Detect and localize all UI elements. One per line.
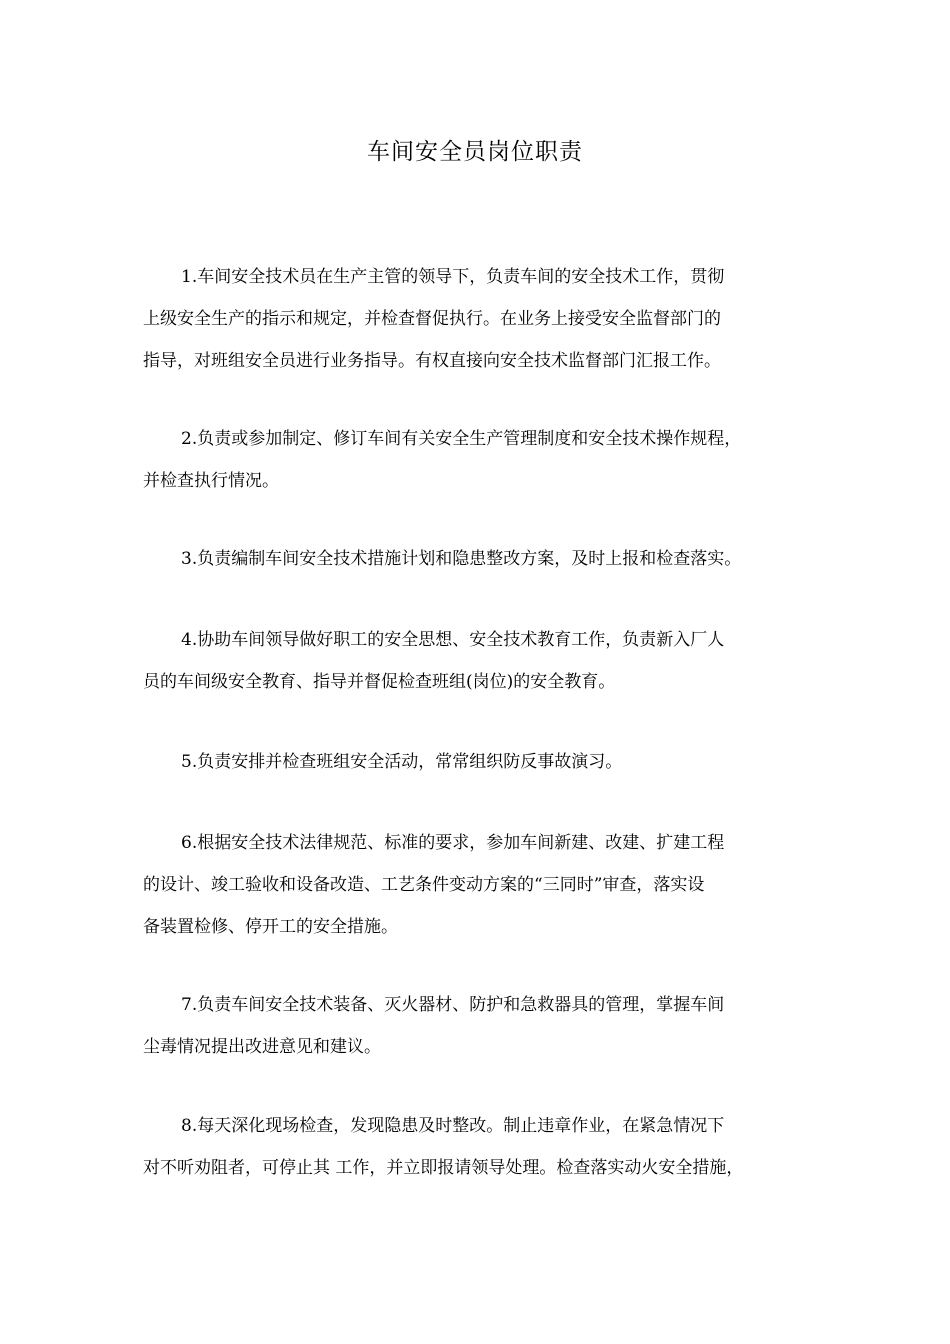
paragraph-6 [143,822,823,948]
paragraph-line: 对不听劝阻者，可停止其 工作，并立即报请领导处理。检查落实动火安全措施， [143,1158,744,1178]
paragraph-2 [143,418,823,502]
paragraph-7 [143,984,823,1068]
paragraph-line: 指导，对班组安全员进行业务指导。有权直接向安全技术监督部门汇报工作。 [143,351,721,371]
paragraph-line: 员的车间级安全教育、指导并督促检查班组(岗位)的安全教育。 [143,672,616,692]
paragraph-line: 备装置检修、停开工的安全措施。 [143,917,398,937]
paragraph-4 [143,619,823,703]
document-title: 车间安全员岗位职责 [367,139,583,165]
paragraph-line: 3.负责编制车间安全技术措施计划和隐患整改方案，及时上报和检查落实。 [181,549,742,569]
paragraph-line: 7.负责车间安全技术装备、灭火器材、防护和急救器具的管理，掌握车间 [181,995,725,1015]
paragraph-line: 6.根据安全技术法律规范、标准的要求，参加车间新建、改建、扩建工程 [181,833,725,853]
paragraph-line: 4.协助车间领导做好职工的安全思想、安全技术教育工作，负责新入厂人 [181,630,725,650]
paragraph-1 [143,256,823,382]
paragraph-line: 的设计、竣工验收和设备改造、工艺条件变动方案的“三同时”审查，落实设 [143,875,705,895]
paragraph-line: 并检查执行情况。 [143,471,279,491]
paragraph-line: 上级安全生产的指示和规定，并检查督促执行。在业务上接受安全监督部门的 [143,309,721,329]
paragraph-5 [143,741,823,783]
paragraph-line: 8.每天深化现场检查，发现隐患及时整改。制止违章作业，在紧急情况下 [181,1116,725,1136]
paragraph-line: 尘毒情况提出改进意见和建议。 [143,1037,381,1057]
paragraph-8 [143,1105,823,1189]
paragraph-line: 1.车间安全技术员在生产主管的领导下，负责车间的安全技术工作，贯彻 [181,267,725,287]
paragraph-line: 5.负责安排并检查班组安全活动，常常组织防反事故演习。 [181,752,623,772]
paragraph-3 [143,538,823,580]
paragraph-line: 2.负责或参加制定、修订车间有关安全生产管理制度和安全技术操作规程， [181,429,742,449]
